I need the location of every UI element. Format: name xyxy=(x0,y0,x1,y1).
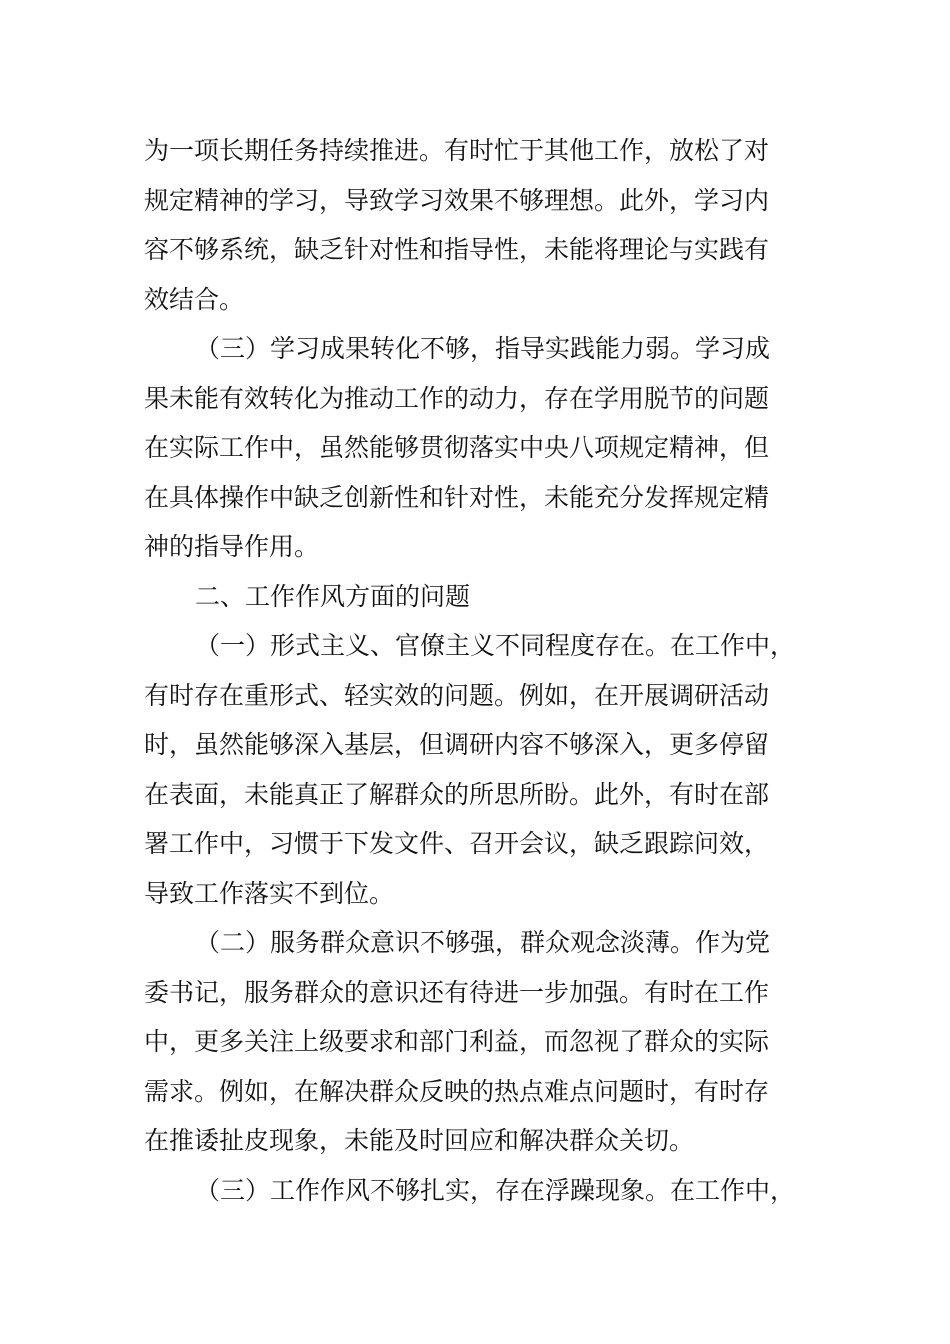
body-line: 中，更多关注上级要求和部门利益，而忽视了群众的实际 xyxy=(144,1027,770,1056)
body-line: 果未能有效转化为推动工作的动力，存在学用脱节的问题 xyxy=(144,383,770,413)
paragraph-start-line: （三）工作作风不够扎实，存在浮躁现象。在工作中， xyxy=(195,1175,796,1205)
section-heading: 二、工作作风方面的问题 xyxy=(195,581,471,611)
body-line: 需求。例如，在解决群众反映的热点难点问题时，有时存 xyxy=(144,1076,770,1106)
body-line: 神的指导作用。 xyxy=(144,532,320,561)
paragraph-start-line: （一）形式主义、官僚主义不同程度存在。在工作中， xyxy=(195,631,796,660)
body-line: 在实际工作中，虽然能够贯彻落实中央八项规定精神，但 xyxy=(144,433,770,462)
document-body xyxy=(144,126,834,1215)
body-line: 在表面，未能真正了解群众的所思所盼。此外，有时在部 xyxy=(144,779,770,809)
body-line: 容不够系统，缺乏针对性和指导性，未能将理论与实践有 xyxy=(144,235,770,264)
body-line: 导致工作落实不到位。 xyxy=(144,878,395,908)
body-line: 效结合。 xyxy=(144,284,245,314)
body-line: 在推诿扯皮现象，未能及时回应和解决群众关切。 xyxy=(144,1126,695,1155)
body-line: 为一项长期任务持续推进。有时忙于其他工作，放松了对 xyxy=(144,136,770,165)
body-line: 在具体操作中缺乏创新性和针对性，未能充分发挥规定精 xyxy=(144,482,770,512)
body-line: 规定精神的学习，导致学习效果不够理想。此外，学习内 xyxy=(144,185,770,215)
body-line: 委书记，服务群众的意识还有待进一步加强。有时在工作 xyxy=(144,977,770,1007)
body-line: 有时存在重形式、轻实效的问题。例如，在开展调研活动 xyxy=(144,680,770,710)
paragraph-start-line: （二）服务群众意识不够强，群众观念淡薄。作为党 xyxy=(195,928,771,957)
body-line: 署工作中，习惯于下发文件、召开会议，缺乏跟踪问效， xyxy=(144,829,770,858)
paragraph-start-line: （三）学习成果转化不够，指导实践能力弱。学习成 xyxy=(195,334,771,363)
body-line: 时，虽然能够深入基层，但调研内容不够深入，更多停留 xyxy=(144,730,770,759)
